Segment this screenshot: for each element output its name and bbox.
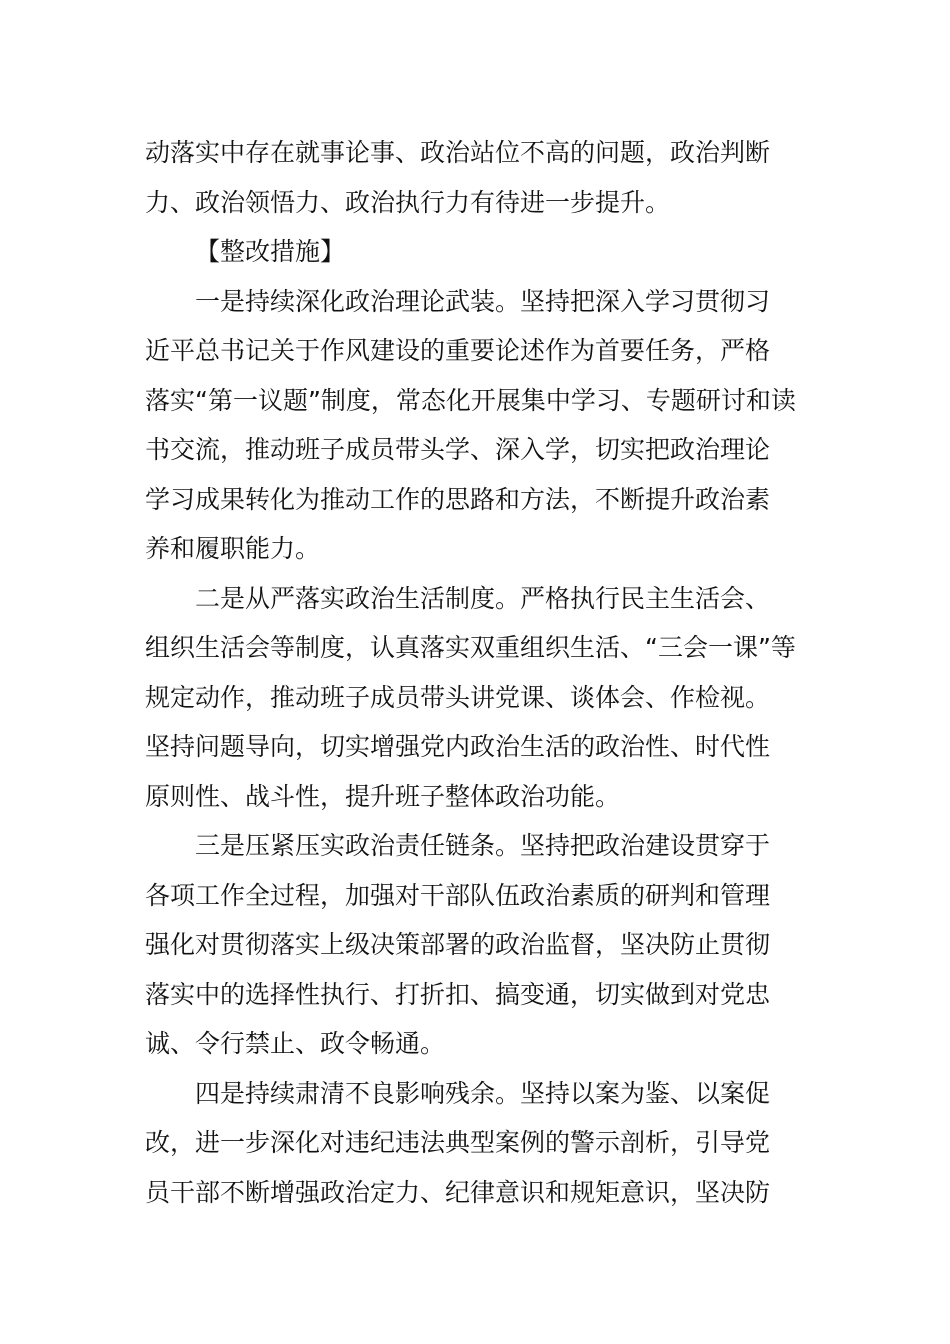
paragraph-line: 落实中的选择性执行、打折扣、搞变通，切实做到对党忠 bbox=[145, 979, 771, 1009]
paragraph-line: 原则性、战斗性，提升班子整体政治功能。 bbox=[145, 781, 621, 811]
paragraph-first-line: 二是从严落实政治生活制度。严格执行民主生活会、 bbox=[195, 583, 771, 613]
paragraph-line: 养和履职能力。 bbox=[145, 534, 321, 563]
paragraph-line: 坚持问题导向，切实增强党内政治生活的政治性、时代性 bbox=[145, 732, 771, 761]
paragraph-line: 员干部不断增强政治定力、纪律意识和规矩意识，坚决防 bbox=[145, 1177, 771, 1207]
paragraph-line: 规定动作，推动班子成员带头讲党课、谈体会、作检视。 bbox=[145, 682, 771, 712]
paragraph-line: 强化对贯彻落实上级决策部署的政治监督，坚决防止贯彻 bbox=[145, 930, 771, 959]
paragraph-line: 动落实中存在就事论事、政治站位不高的问题，政治判断 bbox=[145, 138, 771, 167]
paragraph-first-line: 【整改措施】 bbox=[195, 237, 346, 266]
paragraph-line: 组织生活会等制度，认真落实双重组织生活、“三会一课”等 bbox=[145, 633, 796, 662]
paragraph-line: 落实“第一议题”制度，常态化开展集中学习、专题研讨和读 bbox=[145, 385, 796, 415]
paragraph-first-line: 四是持续肃清不良影响残余。坚持以案为鉴、以案促 bbox=[195, 1078, 771, 1108]
document-body bbox=[145, 128, 810, 1217]
paragraph-line: 书交流，推动班子成员带头学、深入学，切实把政治理论 bbox=[145, 435, 771, 464]
paragraph-line: 学习成果转化为推动工作的思路和方法，不断提升政治素 bbox=[145, 484, 771, 514]
paragraph-line: 诚、令行禁止、政令畅通。 bbox=[145, 1029, 446, 1058]
paragraph-line: 各项工作全过程，加强对干部队伍政治素质的研判和管理 bbox=[145, 880, 771, 910]
paragraph-line: 力、政治领悟力、政治执行力有待进一步提升。 bbox=[145, 187, 671, 217]
paragraph-line: 改，进一步深化对违纪违法典型案例的警示剖析，引导党 bbox=[145, 1128, 771, 1157]
paragraph-first-line: 三是压紧压实政治责任链条。坚持把政治建设贯穿于 bbox=[195, 831, 771, 860]
paragraph-first-line: 一是持续深化政治理论武装。坚持把深入学习贯彻习 bbox=[195, 286, 771, 316]
paragraph-line: 近平总书记关于作风建设的重要论述作为首要任务，严格 bbox=[145, 336, 771, 365]
